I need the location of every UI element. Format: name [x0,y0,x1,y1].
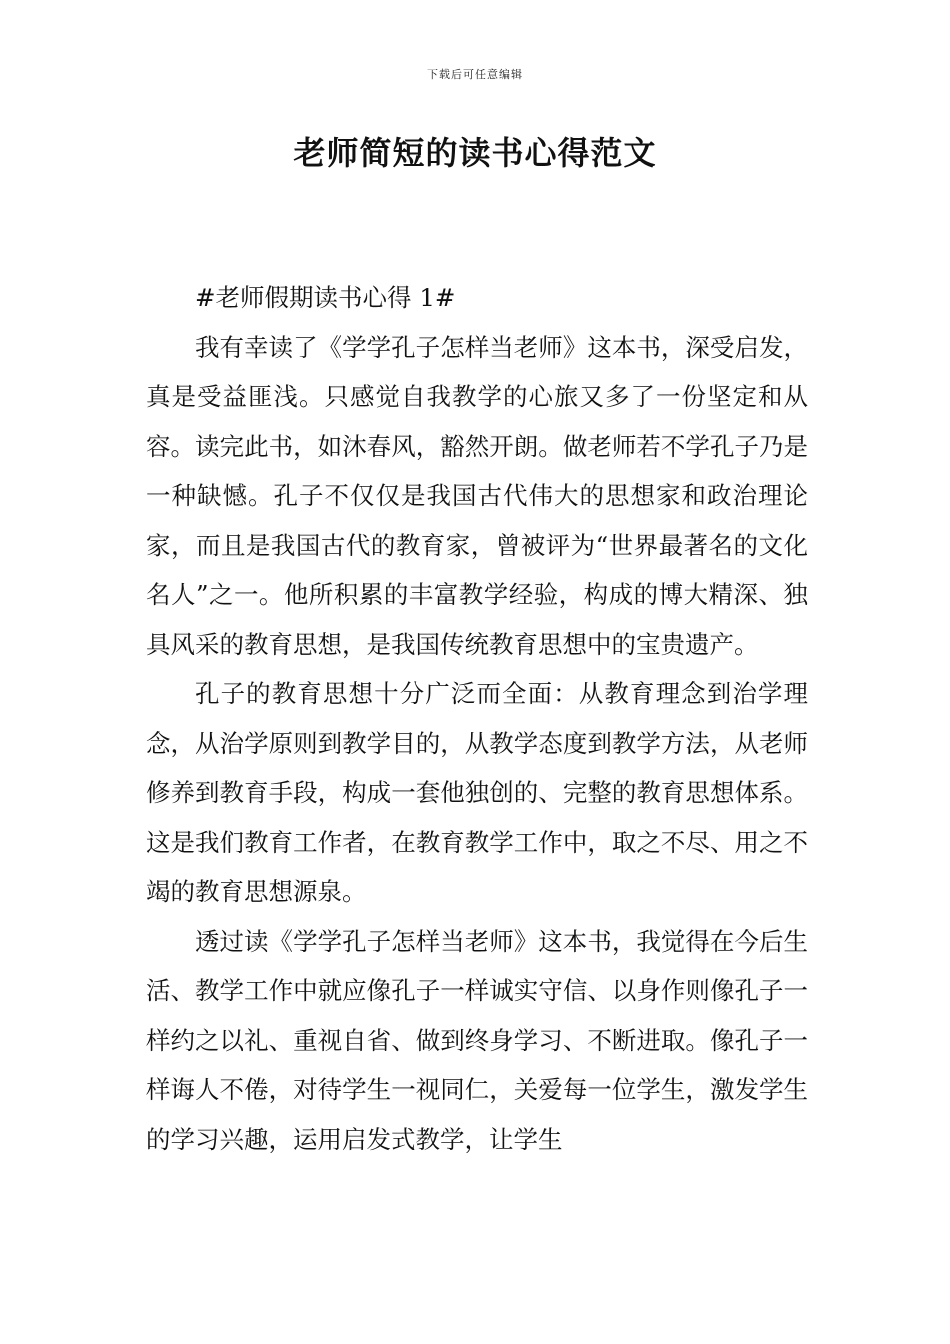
section-heading: #老师假期读书心得 1# [195,283,456,312]
paragraph-3: 透过读《学学孔子怎样当老师》这本书，我觉得在今后生活、教学工作中就应像孔子一样诚实守信、以身作则像孔子一样约之以礼、重视自省、做到终身学习、不断进取。像孔子一样诲人不倦，对待学生一视同仁，关爱每一位学生，激发学生的学习兴趣，运用启发式教学，让学生 [146,926,808,1154]
document-body [146,273,808,1164]
paragraph-1: 我有幸读了《学学孔子怎样当老师》这本书，深受启发，真是受益匪浅。只感觉自我教学的心旅又多了一份坚定和从容。读完此书，如沐春风，豁然开朗。做老师若不学孔子乃是一种缺憾。孔子不仅仅是我国古代伟大的思想家和政治理论家，而且是我国古代的教育家，曾被评为“世界最著名的文化名人”之一。他所积累的丰富教学经验，构成的博大精深、独具风采的教育思想，是我国传统教育思想中的宝贵遗产。 [146,332,808,659]
document-title: 老师简短的读书心得范文 [293,134,657,172]
paragraph-2: 孔子的教育思想十分广泛而全面：从教育理念到治学理念，从治学原则到教学目的，从教学态度到教学方法，从老师修养到教育手段，构成一套他独创的、完整的教育思想体系。这是我们教育工作者，在教育教学工作中，取之不尽、用之不竭的教育思想源泉。 [146,679,808,906]
header-note: 下载后可任意编辑 [427,68,523,81]
